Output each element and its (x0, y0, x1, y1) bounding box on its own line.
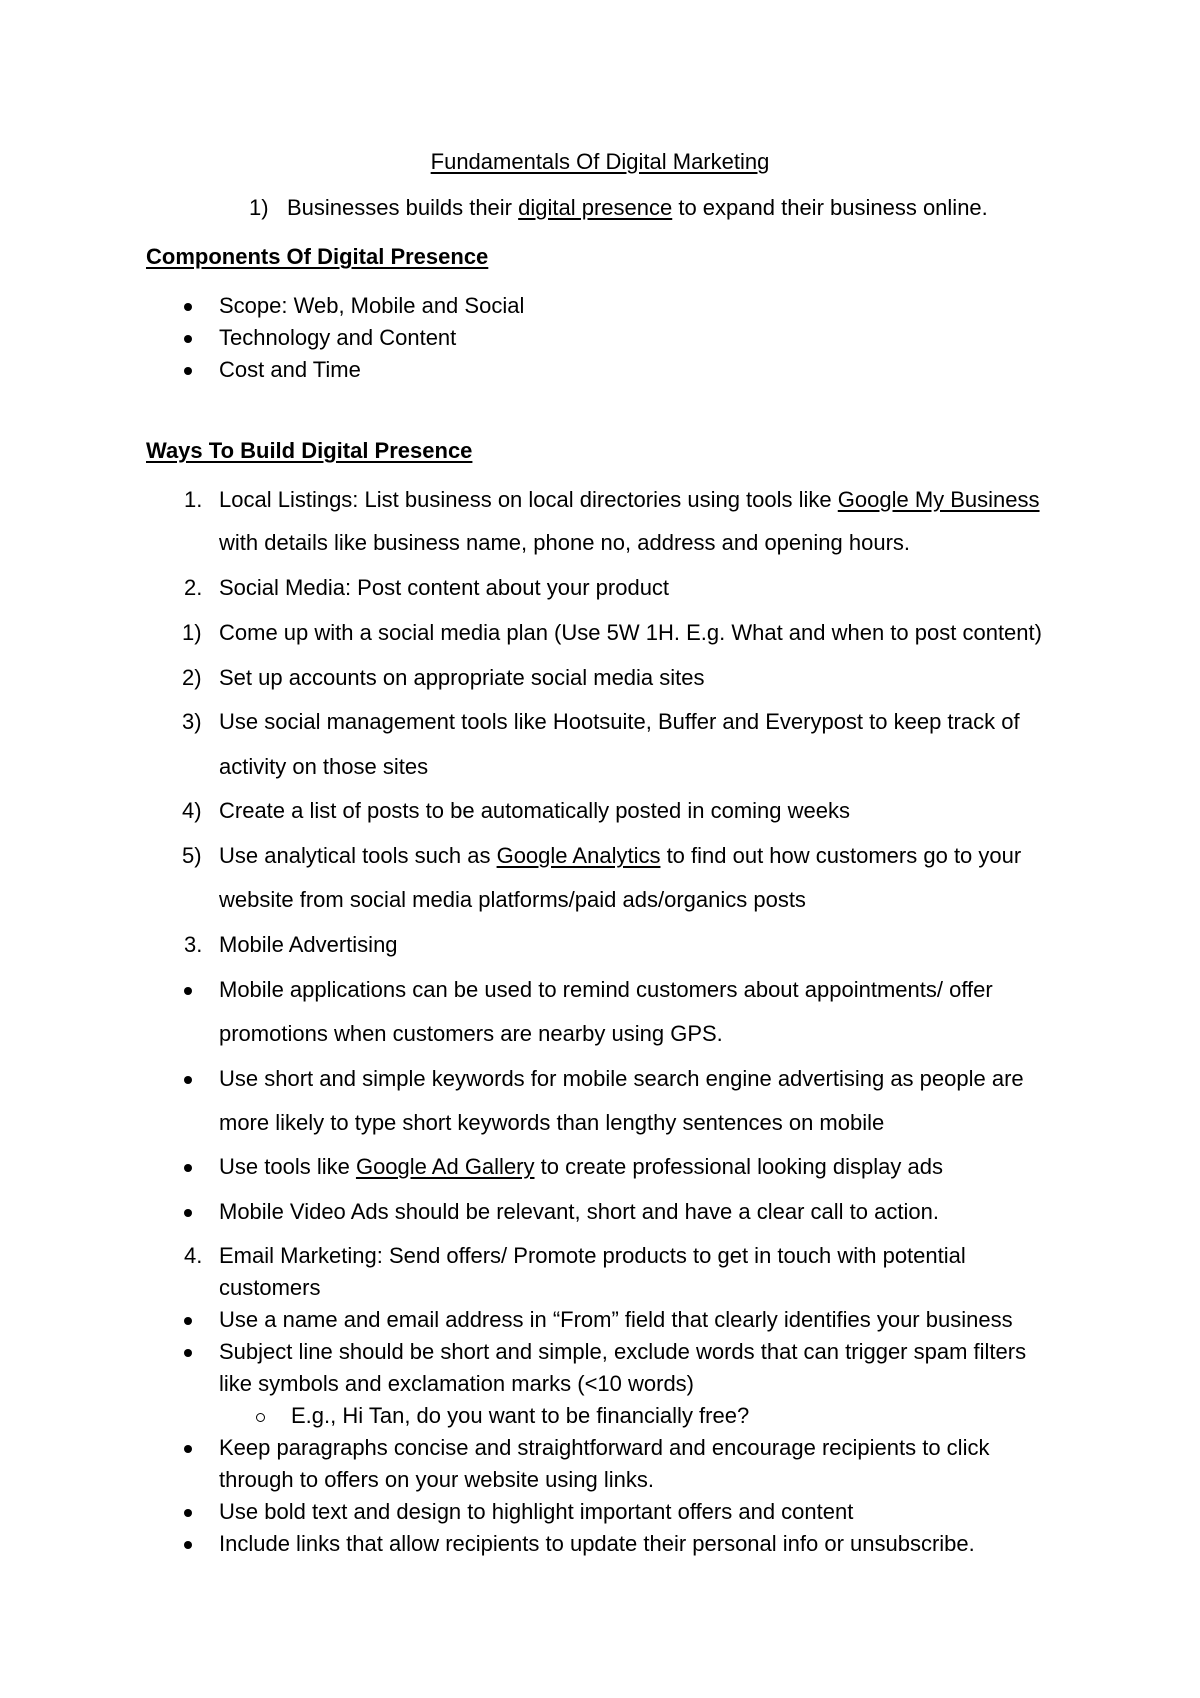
mobile-bullet: Use tools like Google Ad Gallery to create professional looking display ads (219, 1154, 943, 1179)
local-listings-line2: with details like business name, phone no, address and opening hours. (219, 530, 911, 555)
email-bullet-line2: through to offers on your website using links. (219, 1467, 654, 1492)
social-step: Use analytical tools such as Google Analytics to find out how customers go to your (219, 843, 1022, 868)
mobile-bullet: Use short and simple keywords for mobile search engine advertising as people are (219, 1066, 1024, 1091)
bullet-icon (184, 335, 192, 343)
intro-line: Businesses builds their digital presence to expand their business online. (287, 195, 988, 220)
step-number: 5) (182, 843, 202, 868)
document-title: Fundamentals Of Digital Marketing (430, 149, 770, 174)
google-ad-gallery-link[interactable]: Google Ad Gallery (355, 1154, 535, 1179)
social-step-line2: activity on those sites (219, 754, 429, 779)
mobile-bullet: Mobile applications can be used to remind customers about appointments/ offer (219, 977, 993, 1002)
step-number: 1) (182, 620, 202, 645)
bullet-icon (184, 1445, 192, 1453)
email-bullet: Use a name and email address in “From” field that clearly identifies your business (219, 1307, 1013, 1332)
step-number: 4) (182, 798, 202, 823)
email-marketing-line: Email Marketing: Send offers/ Promote products to get in touch with potential (219, 1243, 966, 1268)
social-step: Set up accounts on appropriate social media sites (219, 665, 705, 690)
bullet-icon (184, 1076, 192, 1084)
bullet-icon (184, 367, 192, 375)
social-step-line2: website from social media platforms/paid ads/organics posts (219, 887, 806, 912)
bullet-icon (184, 303, 192, 311)
ways-number: 3. (184, 932, 203, 957)
bullet-icon (184, 987, 192, 995)
email-bullet: Subject line should be short and simple, exclude words that can trigger spam filters (219, 1339, 1027, 1364)
bullet-icon (184, 1164, 192, 1172)
email-bullet-line2: like symbols and exclamation marks (<10 words) (219, 1371, 695, 1396)
step-number: 3) (182, 709, 202, 734)
email-marketing-line2: customers (219, 1275, 321, 1300)
ways-number: 1. (184, 487, 203, 512)
bullet-icon (184, 1509, 192, 1517)
google-analytics-link[interactable]: Google Analytics (496, 843, 661, 868)
mobile-bullet-line2: more likely to type short keywords than lengthy sentences on mobile (219, 1110, 885, 1135)
google-my-business-link[interactable]: Google My Business (837, 487, 1040, 512)
social-step: Use social management tools like Hootsuite, Buffer and Everypost to keep track of (219, 709, 1020, 734)
email-bullet: Keep paragraphs concise and straightforward and encourage recipients to click (219, 1435, 990, 1460)
ways-number: 4. (184, 1243, 203, 1268)
ways-heading: Ways To Build Digital Presence (146, 438, 473, 463)
ways-number: 2. (184, 575, 203, 600)
bullet-icon (184, 1349, 192, 1357)
mobile-bullet: Mobile Video Ads should be relevant, short and have a clear call to action. (219, 1199, 939, 1224)
component-item: Technology and Content (219, 325, 457, 350)
step-number: 2) (182, 665, 202, 690)
email-bullet: Include links that allow recipients to update their personal info or unsubscribe. (219, 1531, 975, 1556)
mobile-bullet-line2: promotions when customers are nearby using GPS. (219, 1021, 723, 1046)
digital-presence-link[interactable]: digital presence (518, 195, 673, 220)
email-subexample: E.g., Hi Tan, do you want to be financially free? (291, 1403, 750, 1428)
component-item: Cost and Time (219, 357, 361, 382)
social-media-line: Social Media: Post content about your product (219, 575, 670, 600)
bullet-icon (184, 1209, 192, 1217)
social-step: Come up with a social media plan (Use 5W 1H. E.g. What and when to post content) (219, 620, 1042, 645)
bullet-icon (184, 1317, 192, 1325)
bullet-icon (184, 1541, 192, 1549)
intro-number: 1) (249, 195, 269, 220)
email-bullet: Use bold text and design to highlight important offers and content (219, 1499, 854, 1524)
mobile-advertising-line: Mobile Advertising (219, 932, 398, 957)
local-listings-line: Local Listings: List business on local directories using tools like Google My Business (219, 487, 1040, 512)
sub-bullet-circle-icon (256, 1413, 265, 1422)
components-heading: Components Of Digital Presence (146, 244, 489, 269)
component-item: Scope: Web, Mobile and Social (219, 293, 525, 318)
social-step: Create a list of posts to be automatically posted in coming weeks (219, 798, 850, 823)
